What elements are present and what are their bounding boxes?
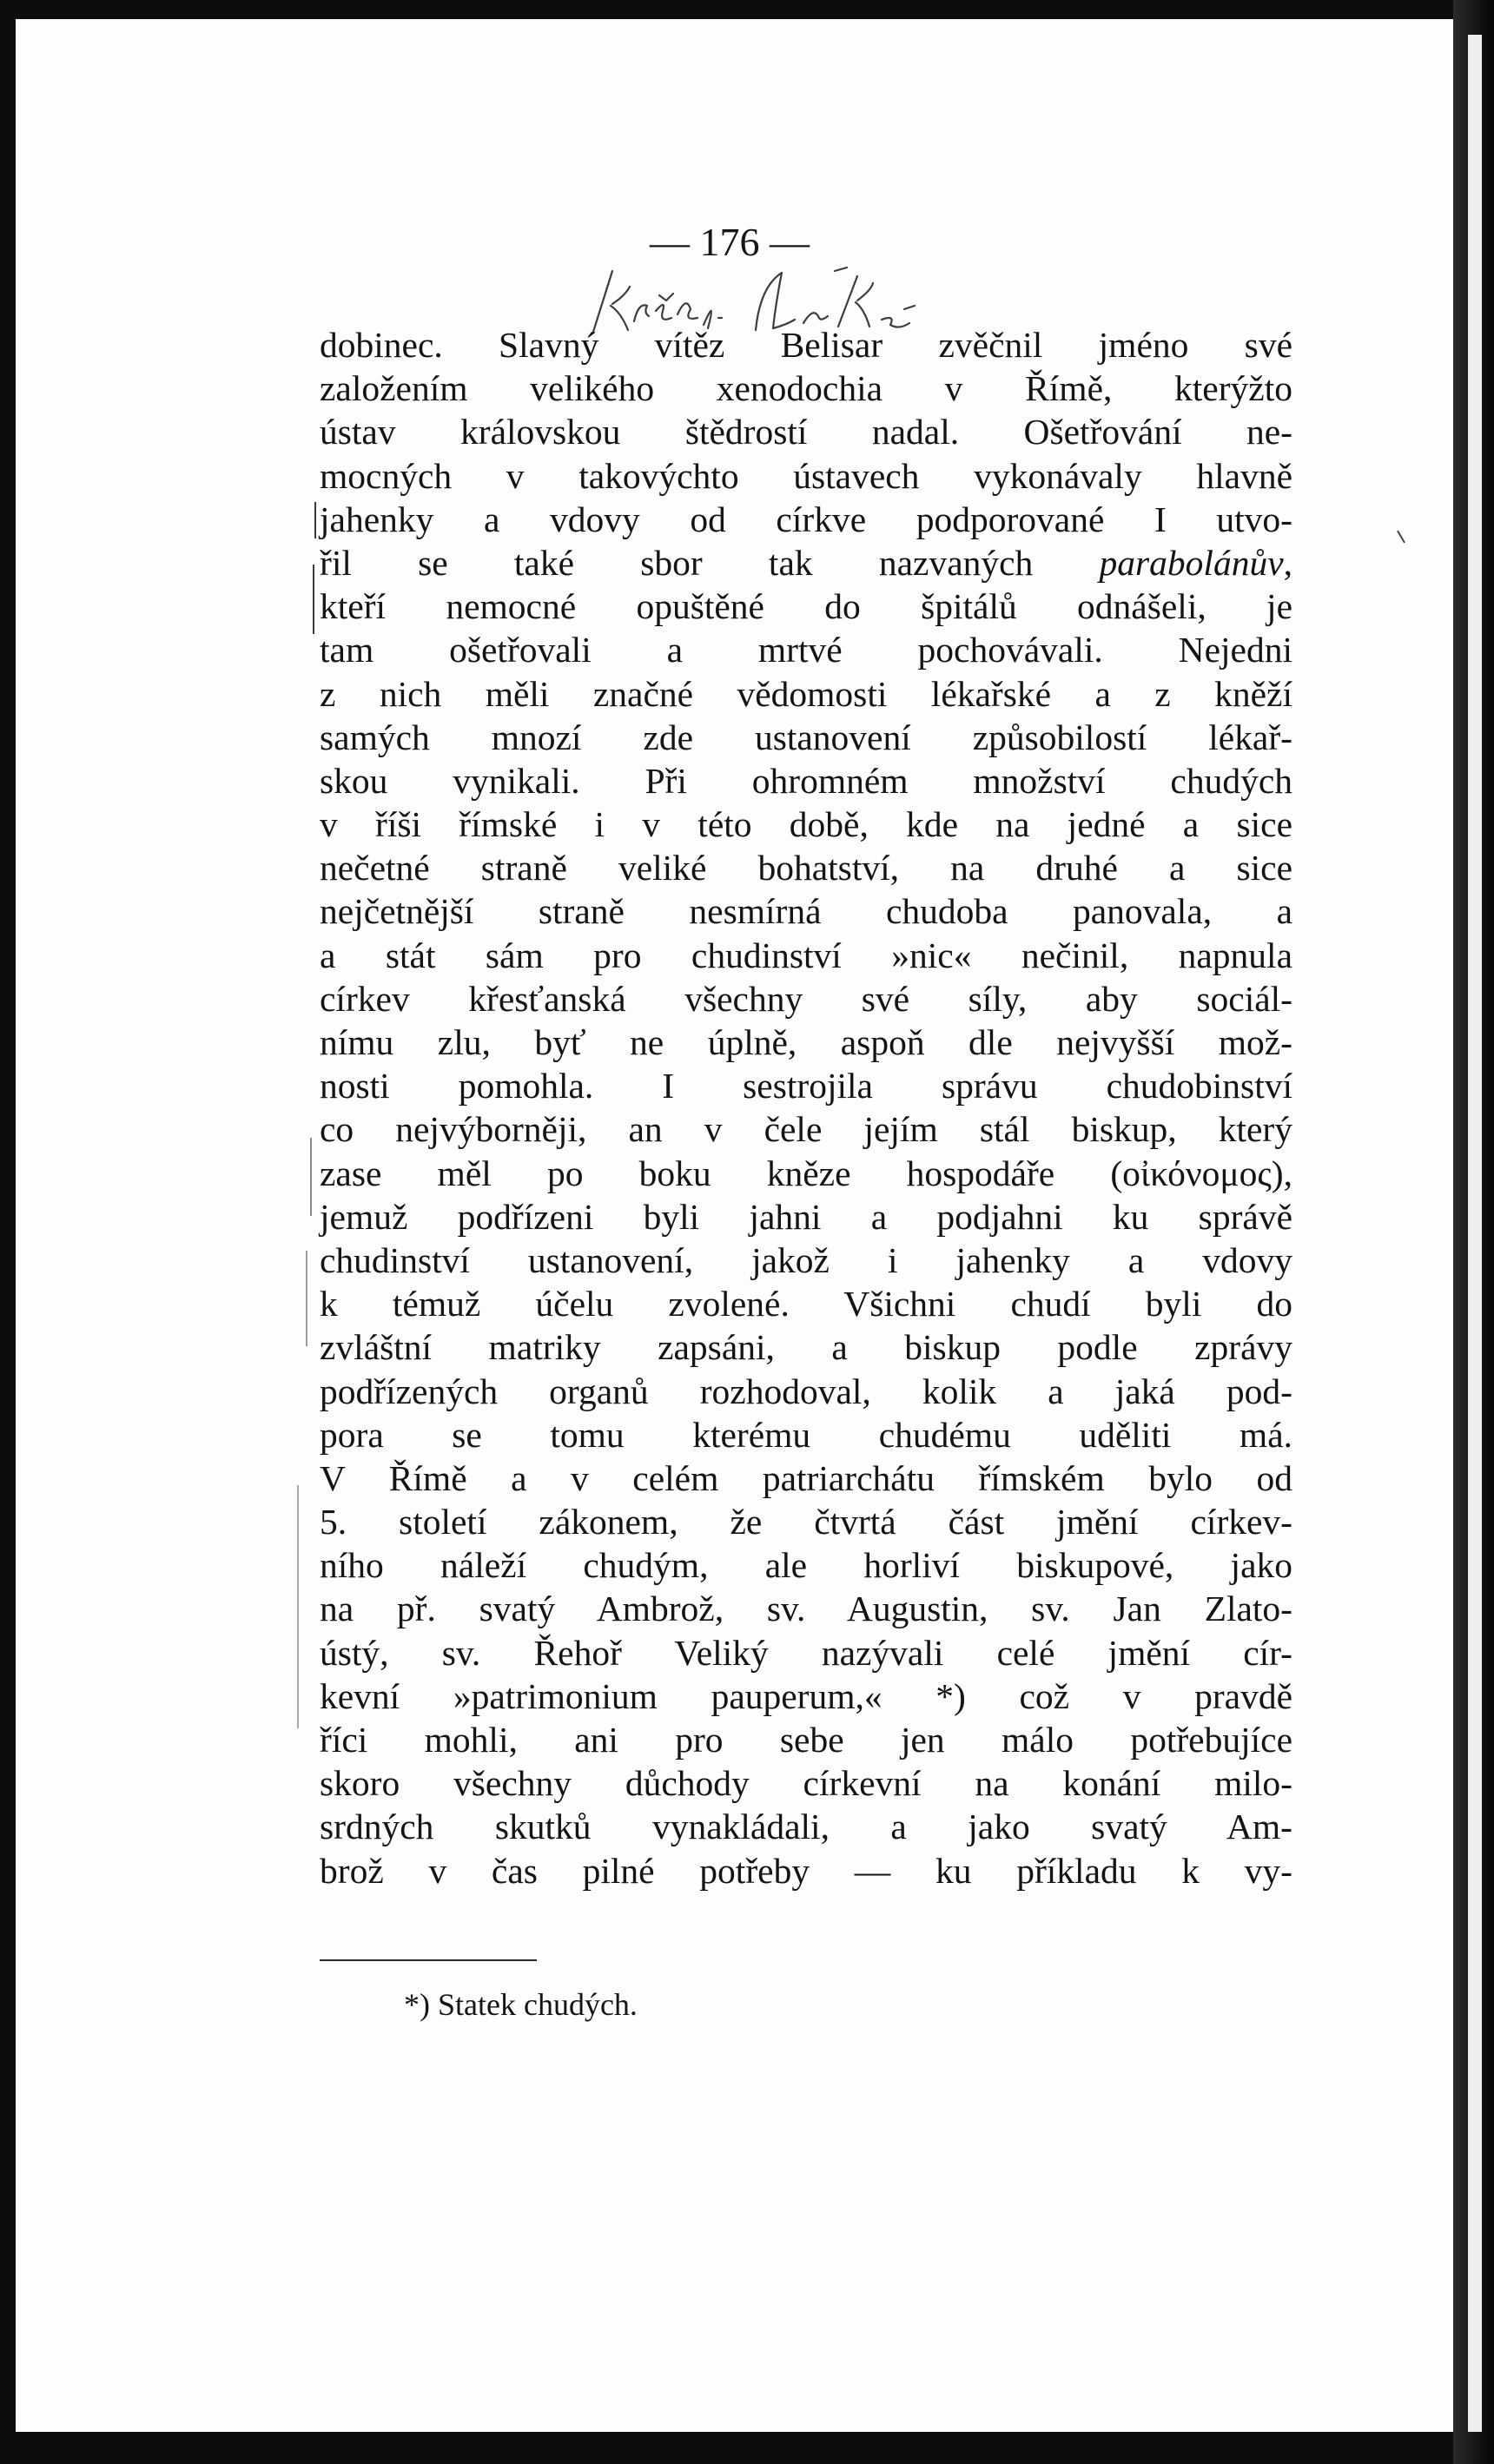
text-line: ního náleží chudým, ale horliví biskupové, jako [320,1545,1292,1586]
text-line: ústý, sv. Řehoř Veliký nazývali celé jmění cír- [320,1632,1292,1673]
text-line: a stát sám pro chudinství »nic« nečinil, napnula [320,935,1292,975]
text-line: jahenky a vdovy od církve podporované I utvo- [320,499,1292,539]
margin-pencil-mark [310,1138,312,1216]
text-line: k témuž účelu zvolené. Všichni chudí byli do [320,1284,1292,1324]
text-line: na př. svatý Ambrož, sv. Augustin, sv. Jan Zlato- [320,1589,1292,1629]
margin-pencil-mark [306,1251,307,1346]
margin-pencil-mark [313,565,314,634]
text-line: kevní »patrimonium pauperum,« *) což v pravdě [320,1675,1292,1716]
text-line: pora se tomu kterému chudému uděliti má. [320,1414,1292,1455]
text-line: zase měl po boku kněze hospodáře (οἰκόνομος), [320,1153,1292,1193]
text-line: ústav královskou štědrostí nadal. Ošetřování ne- [320,412,1292,453]
text-line: z nich měli značné vědomosti lékařské a z kněží [320,673,1292,714]
text-line: jemuž podřízeni byli jahni a podjahni ku správě [320,1196,1292,1237]
italic-term: parabolánův [1099,542,1284,583]
text-line: V Římě a v celém patriarchátu římském bylo od [320,1457,1292,1498]
text-line: co nejvýborněji, an v čele jejím stál biskup, který [320,1109,1292,1150]
text-line: založením velikého xenodochia v Římě, kterýžto [320,368,1292,409]
text-line: tam ošetřovali a mrtvé pochovávali. Nejedni [320,630,1292,670]
text-line: nejčetnější straně nesmírná chudoba panovala, a [320,891,1292,932]
text-line: nečetné straně veliké bohatství, na druhé a sice [320,848,1292,888]
page-number-text: — 176 — [650,220,810,264]
text-line: 5. století zákonem, že čtvrtá část jmění církev- [320,1502,1292,1542]
margin-pencil-mark [314,502,316,538]
text-line: chudinství ustanovení, jakož i jahenky a vdovy [320,1239,1292,1280]
text-line: zvláštní matriky zapsáni, a biskup podle zprávy [320,1327,1292,1368]
text-line-italic: řil se také sbor tak nazvaných parabolánův, [320,542,1292,583]
text-line: skou vynikali. Při ohromném množství chudých [320,760,1292,801]
text-line: nímu zlu, byť ne úplně, aspoň dle nejvyšší mož- [320,1022,1292,1062]
text-line: srdných skutků vynakládali, a jako svatý Am- [320,1807,1292,1847]
text-line: samých mnozí zde ustanovení způsobilostí lékař- [320,717,1292,757]
text-line: dobinec. Slavný vítěz Belisar zvěčnil jméno své [320,325,1292,365]
footnote-rule [320,1959,537,1961]
text-line: mocných v takovýchto ústavech vykonávaly hlavně [320,455,1292,496]
text-line: podřízených organů rozhodoval, kolik a jaká pod- [320,1371,1292,1411]
text-line: skoro všechny důchody církevní na konání milo- [320,1763,1292,1804]
text-line: kteří nemocné opuštěné do špitálů odnášeli, je [320,586,1292,627]
text-line: církev křesťanská všechny své síly, aby sociál- [320,978,1292,1019]
text-line: brož v čas pilné potřeby — ku příkladu k vy- [320,1850,1292,1891]
body-text [320,323,1292,1893]
text-line: říci mohli, ani pro sebe jen málo potřebujíce [320,1720,1292,1760]
page-number [0,219,1494,265]
margin-pencil-mark [297,1485,299,1728]
text-line: v říši římské i v této době, kde na jedné a sice [320,804,1292,845]
footnote: *) Statek chudých. [404,1987,638,2022]
next-page-edge [1468,35,1482,2432]
text-line: nosti pomohla. I sestrojila správu chudobinství [320,1066,1292,1106]
